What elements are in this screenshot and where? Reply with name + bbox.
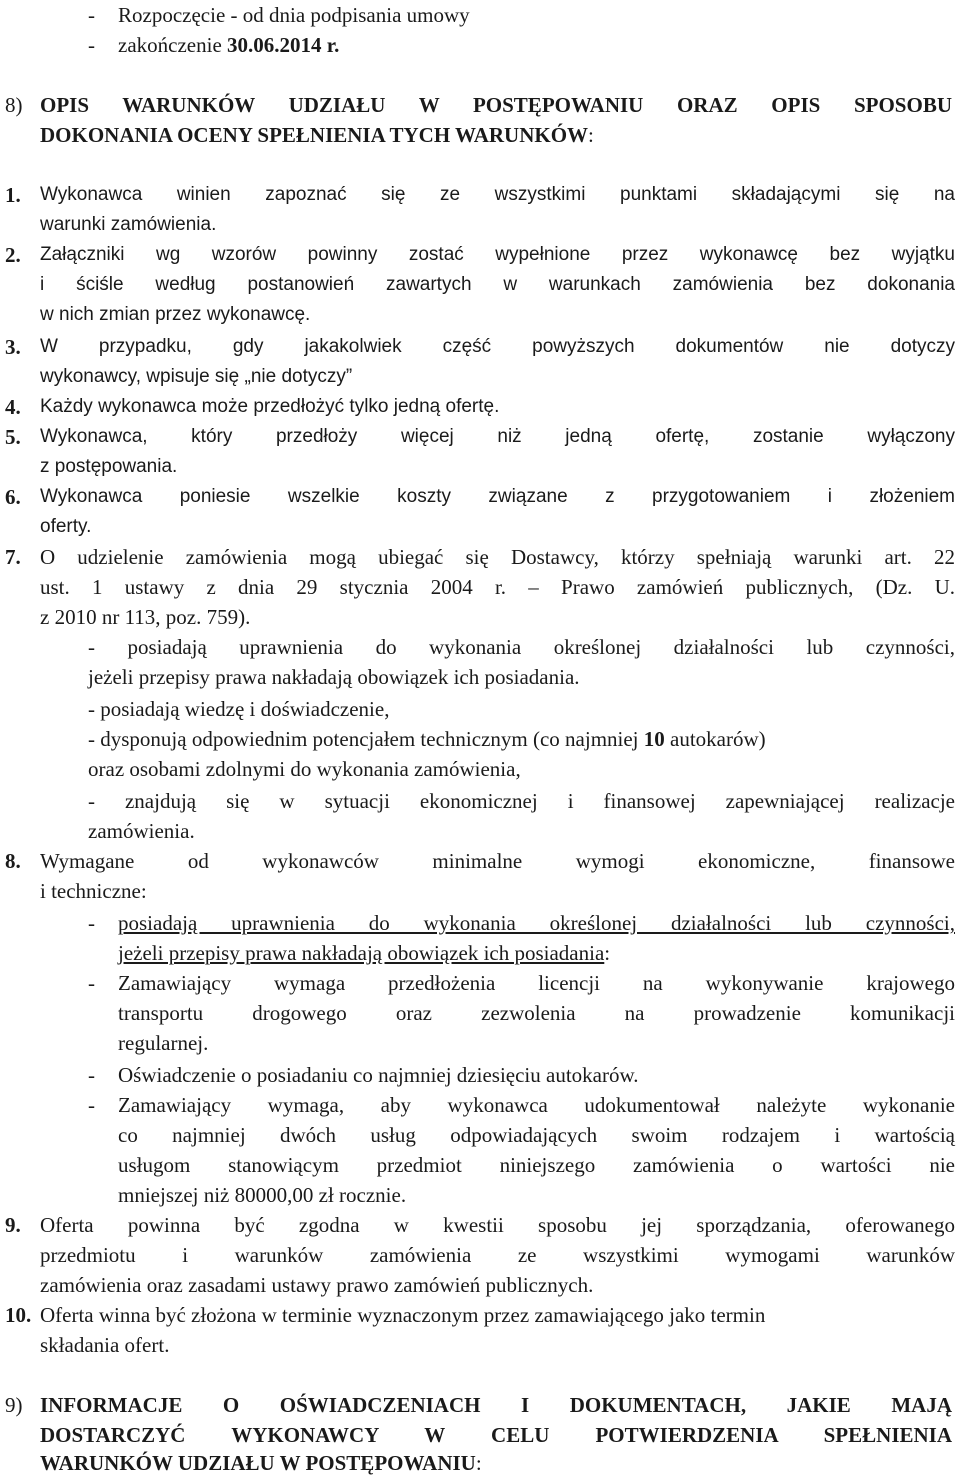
section8-heading-colon: : (588, 123, 594, 147)
section9-number: 9) (5, 1393, 23, 1417)
item7-line3: z 2010 nr 113, poz. 759). (40, 605, 251, 629)
item-number: 1. (5, 183, 21, 207)
item7-sub2: - posiadają wiedzę i doświadczenie, (88, 697, 390, 721)
item1-line1: Wykonawca winien zapoznać się ze wszystkimi punktami składającymi się na (40, 184, 955, 205)
item-number: 7. (5, 545, 21, 569)
item9-line3: zamówienia oraz zasadami ustawy prawo zamówień publicznych. (40, 1273, 594, 1297)
item8-bullet1-line1: posiadają uprawnienia do wykonania określonej działalności lub czynności, (118, 911, 955, 935)
item2-line2: i ściśle według postanowień zawartych w warunkach zamówienia bez dokonania (40, 274, 955, 295)
item4-line1: Każdy wykonawca może przedłożyć tylko jedną ofertę. (40, 396, 500, 417)
item-number: 5. (5, 425, 21, 449)
item7-sub1-line2: jeżeli przepisy prawa nakładają obowiązek ich posiadania. (88, 665, 580, 689)
item8-bullet2-line3: regularnej. (118, 1031, 209, 1055)
item8-bullet2-line1: Zamawiający wymaga przedłożenia licencji na wykonywanie krajowego (118, 971, 955, 995)
dash-marker: - (88, 33, 95, 57)
item1-line2: warunki zamówienia. (40, 214, 217, 235)
item8-bullet2-line2: transportu drogowego oraz zezwolenia na prowadzenie komunikacji (118, 1001, 955, 1025)
dash-marker: - (88, 1063, 95, 1087)
item8-bullet1-line2 (118, 938, 610, 968)
item7-sub1-line1: - posiadają uprawnienia do wykonania określonej działalności lub czynności, (88, 635, 955, 659)
item7-sub3-line2: oraz osobami zdolnymi do wykonania zamówienia, (88, 757, 521, 781)
item10-line1: Oferta winna być złożona w terminie wyznaczonym przez zamawiającego jako termin (40, 1303, 766, 1327)
item3-line1: W przypadku, gdy jakakolwiek część powyższych dokumentów nie dotyczy (40, 336, 955, 357)
item8-bullet1-text: jeżeli przepisy prawa nakładają obowiązek ich posiadania (118, 941, 605, 965)
end-label: zakończenie (118, 33, 228, 57)
section8-number: 8) (5, 93, 23, 117)
item8-bullet1-colon: : (604, 941, 611, 965)
item3-line2: wykonawcy, wpisuje się „nie dotyczy” (40, 366, 353, 387)
section9-heading-text: WARUNKÓW UDZIAŁU W POSTĘPOWANIU (40, 1451, 476, 1475)
item8-line1: Wymagane od wykonawców minimalne wymogi ekonomiczne, finansowe (40, 849, 955, 873)
item-number: 10. (5, 1303, 32, 1327)
dash-marker: - (88, 3, 95, 27)
item-number: 4. (5, 395, 21, 419)
end-line (118, 30, 339, 60)
item7-sub4-line1: - znajdują się w sytuacji ekonomicznej i finansowej zapewniającej realizacje (88, 789, 955, 813)
item2-line3: w nich zmian przez wykonawcę. (40, 304, 311, 325)
item-number: 9. (5, 1213, 21, 1237)
item7-sub3-unit: autokarów) (664, 727, 766, 751)
item7-line2: ust. 1 ustawy z dnia 29 stycznia 2004 r. – Prawo zamówień publicznych, (Dz. U. (40, 575, 955, 599)
item7-sub3-count: 10 (643, 727, 665, 751)
item7-sub3-line1 (88, 724, 766, 754)
item-number: 2. (5, 243, 21, 267)
item8-bullet4-line2: co najmniej dwóch usług odpowiadających swoim rodzajem i wartością (118, 1123, 955, 1147)
end-date: 30.06.2014 r. (227, 33, 340, 57)
section9-heading-line1: INFORMACJE O OŚWIADCZENIACH I DOKUMENTACH, JAKIE MAJĄ (40, 1393, 952, 1417)
item8-bullet4-line1: Zamawiający wymaga, aby wykonawca udokumentował należyte wykonanie (118, 1093, 955, 1117)
item2-line1: Załączniki wg wzorów powinny zostać wypełnione przez wykonawcę bez wyjątku (40, 244, 955, 265)
item8-line2: i techniczne: (40, 879, 147, 903)
dash-marker: - (88, 1093, 95, 1117)
item7-sub3-text: - dysponują odpowiednim potencjałem technicznym (co najmniej (88, 727, 644, 751)
item5-line2: z postępowania. (40, 456, 178, 477)
item8-bullet4-line3: usługom stanowiącym przedmiot niniejszego zamówienia o wartości nie (118, 1153, 955, 1177)
dash-marker: - (88, 971, 95, 995)
section8-heading-line1: OPIS WARUNKÓW UDZIAŁU W POSTĘPOWANIU ORAZ OPIS SPOSOBU (40, 93, 952, 117)
item-number: 6. (5, 485, 21, 509)
section9-heading-colon: : (475, 1451, 482, 1475)
start-line: Rozpoczęcie - od dnia podpisania umowy (118, 3, 470, 27)
item8-bullet4-line4: mniejszej niż 80000,00 zł rocznie. (118, 1183, 407, 1207)
item6-line2: oferty. (40, 516, 92, 537)
item7-sub4-line2: zamówienia. (88, 819, 195, 843)
dash-marker: - (88, 911, 95, 935)
item7-line1: O udzielenie zamówienia mogą ubiegać się Dostawcy, którzy spełniają warunki art. 22 (40, 545, 955, 569)
section9-heading-line3 (40, 1448, 482, 1478)
section8-heading-line2 (40, 120, 594, 150)
item9-line2: przedmiotu i warunków zamówienia ze wszystkimi wymogami warunków (40, 1243, 955, 1267)
section8-heading-text: DOKONANIA OCENY SPEŁNIENIA TYCH WARUNKÓW (40, 123, 589, 147)
item9-line1: Oferta powinna być zgodna w kwestii sposobu jej sporządzania, oferowanego (40, 1213, 955, 1237)
item5-line1: Wykonawca, który przedłoży więcej niż jedną ofertę, zostanie wyłączony (40, 426, 955, 447)
item6-line1: Wykonawca poniesie wszelkie koszty związane z przygotowaniem i złożeniem (40, 486, 955, 507)
item-number: 8. (5, 849, 21, 873)
item10-line2: składania ofert. (40, 1333, 170, 1357)
item-number: 3. (5, 335, 21, 359)
item8-bullet3-line1: Oświadczenie o posiadaniu co najmniej dziesięciu autokarów. (118, 1063, 639, 1087)
section9-heading-line2: DOSTARCZYĆ WYKONAWCY W CELU POTWIERDZENIA SPEŁNIENIA (40, 1423, 952, 1447)
